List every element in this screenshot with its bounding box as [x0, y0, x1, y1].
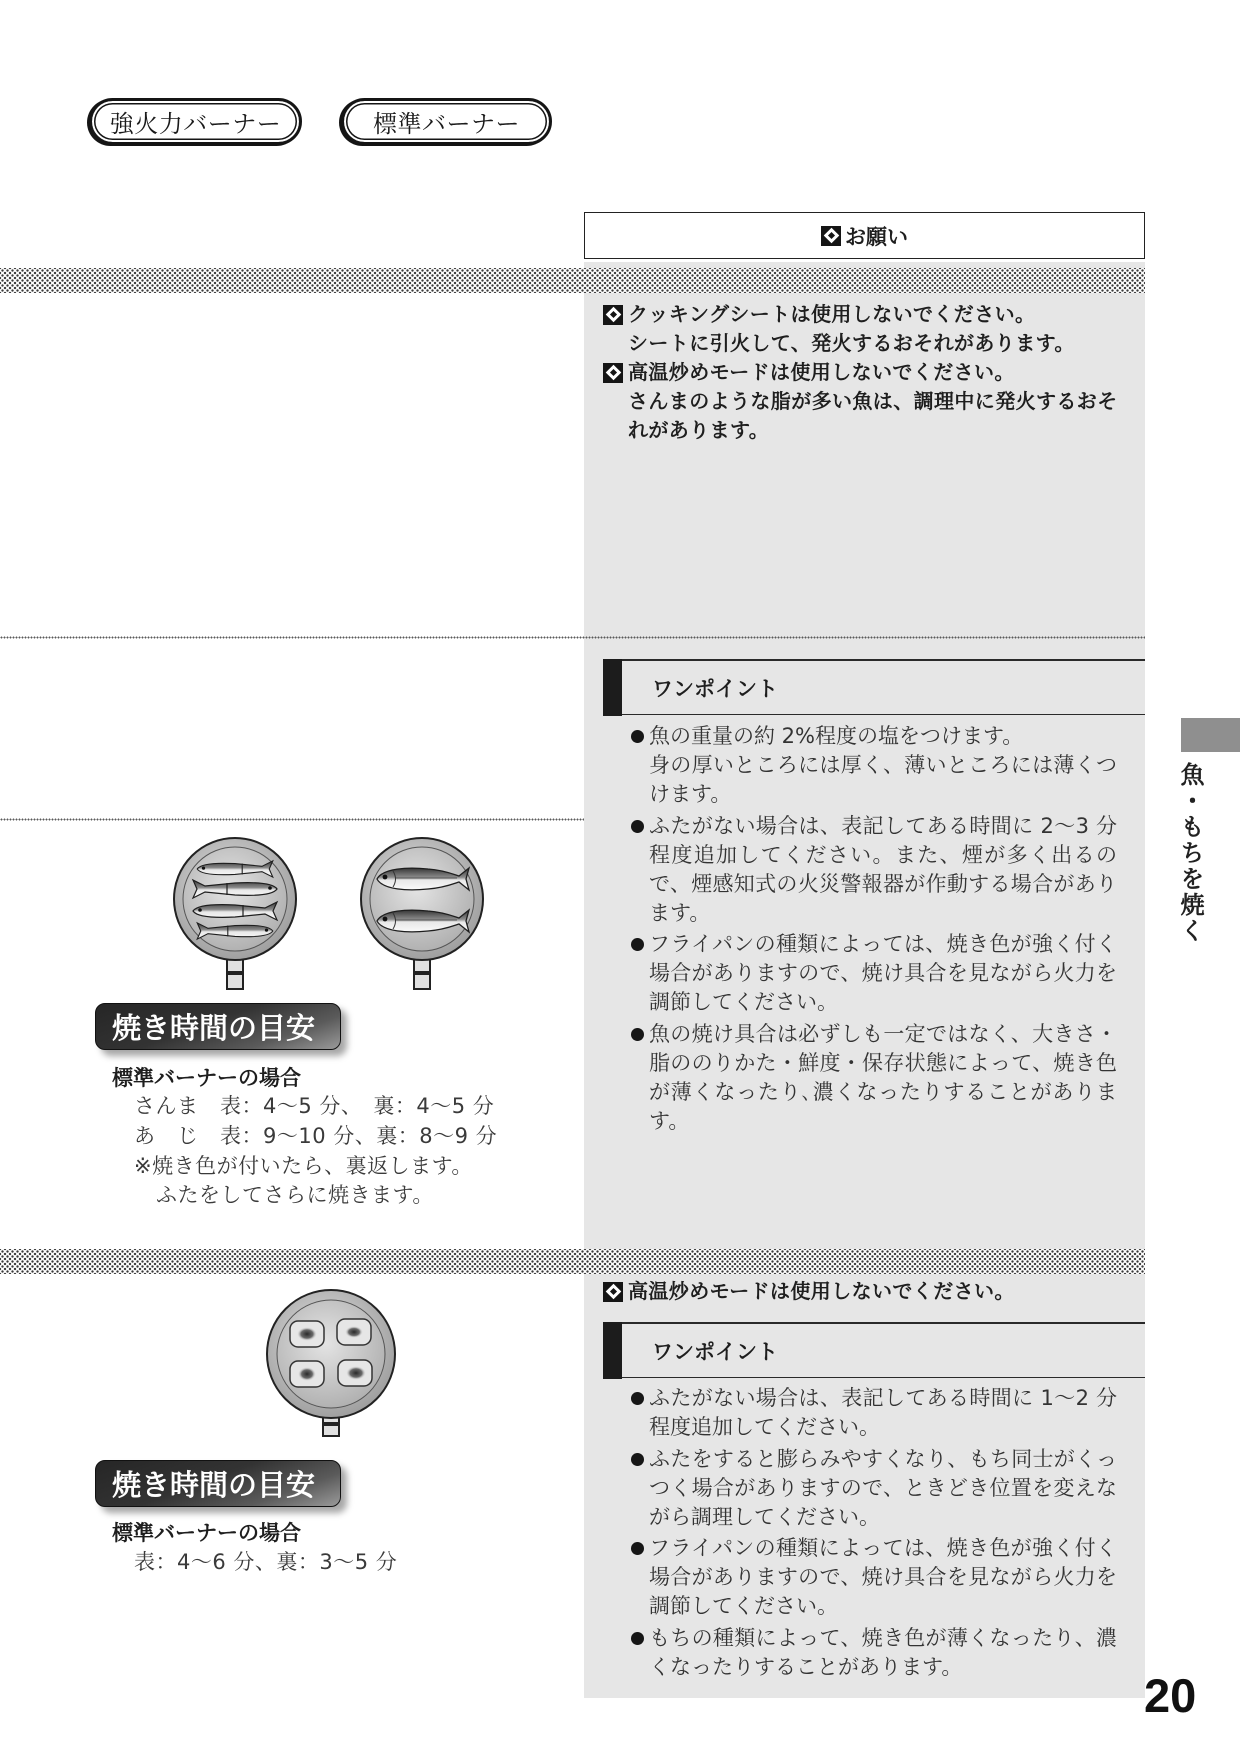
bullet-text	[649, 722, 1117, 809]
bullet-item	[631, 1624, 1121, 1682]
page-number: 20	[1144, 1669, 1197, 1722]
notice-item-detail: シートに引火して、発火するおそれがあります。	[628, 331, 1075, 355]
notice-item-title: 高温炒めモードは使用しないでください。	[628, 1279, 1015, 1303]
notice-item-detail: さんまのような脂が多い魚は、調理中に発火するおそれがあります。	[628, 389, 1118, 442]
pan-handle-band	[414, 971, 430, 975]
bullet-dot-icon	[631, 1392, 644, 1405]
bullet-text: 魚の焼け具合は必ずしも一定ではなく、大きさ・脂ののりかた・鮮度・保存状態によって、焼き色が薄くなったり､濃くなったりすることがあります。	[649, 1021, 1117, 1133]
notice-header	[584, 212, 1145, 259]
burner-tag-label: 標準バーナー	[373, 110, 520, 138]
bullet-text: ふたがない場合は、表記してある時間に 2～3 分程度追加してください。また、煙が多く出るので、煙感知式の火災警報器が作動する場合があります。	[649, 813, 1117, 925]
onepoint-title: ワンポイント	[652, 1339, 778, 1364]
bullet-item	[631, 722, 1121, 809]
burner-condition: 標準バーナーの場合	[112, 1521, 301, 1545]
mochi-onepoint-header	[603, 1322, 1145, 1378]
bullet-dot-icon	[631, 820, 644, 833]
mochi-onepoint-list	[631, 1384, 1121, 1684]
pan-handle-band	[227, 971, 243, 975]
cooking-time-line: さんま 表：4～5 分、 裏：4～5 分	[134, 1094, 495, 1118]
notice-item-title: 高温炒めモードは使用しないでください。	[628, 360, 1015, 384]
section-divider-left	[0, 818, 584, 821]
bullet-item	[631, 930, 1121, 1017]
notice-item	[603, 1277, 1133, 1306]
pan-handle-band	[323, 1422, 339, 1426]
diamond-box-icon	[821, 226, 841, 246]
cooking-time-heading	[95, 1003, 341, 1050]
burner-tag-label: 強火力バーナー	[109, 110, 282, 138]
notice-title: お願い	[845, 224, 908, 249]
aji-pan-icon	[357, 835, 487, 995]
section-divider	[0, 636, 1145, 639]
bullet-text: もちの種類によって、焼き色が薄くなったり、濃くなったりすることがあります。	[649, 1625, 1117, 1679]
pan-surface	[277, 1300, 385, 1408]
notice-item-text	[628, 358, 1120, 445]
bullet-dot-icon	[631, 1542, 644, 1555]
notice-item-text	[628, 300, 1120, 358]
side-tab-label: 魚・もちを焼く	[1176, 762, 1205, 944]
bullet-item	[631, 1445, 1121, 1532]
cooking-time-note: ふたをしてさらに焼きます。	[156, 1183, 434, 1207]
bullet-text: ふたがない場合は、表記してある時間に 1～2 分程度追加してください。	[649, 1386, 1117, 1439]
mochi-piece	[338, 1360, 372, 1386]
notice-item	[603, 358, 1133, 445]
bullet-text: フライパンの種類によっては、焼き色が強く付く場合がありますので、焼け具合を見ながら火力を調節してください。	[649, 932, 1117, 1014]
diamond-box-icon	[603, 363, 623, 383]
halftone-band	[0, 1249, 1145, 1274]
cooking-time-heading-label: 焼き時間の目安	[112, 1011, 316, 1045]
onepoint-title: ワンポイント	[652, 676, 778, 701]
fish-onepoint-list	[631, 722, 1121, 1138]
mochi-pan-icon	[261, 1286, 401, 1456]
bullet-item	[631, 812, 1121, 928]
sanma-pan-icon	[170, 835, 300, 995]
cooking-time-heading-label: 焼き時間の目安	[112, 1468, 316, 1502]
mochi-piece	[337, 1319, 371, 1345]
mochi-piece	[290, 1361, 324, 1387]
cooking-time-line: 表：4～6 分、裏：3～5 分	[134, 1550, 398, 1574]
mochi-piece	[290, 1321, 324, 1347]
cooking-time-note: ※焼き色が付いたら、裏返します。	[134, 1154, 473, 1178]
cooking-time-heading	[95, 1460, 341, 1507]
cooking-time-line: あ じ 表：9～10 分、裏：8～9 分	[134, 1124, 498, 1148]
onepoint-bar	[603, 659, 622, 716]
fish-onepoint-header	[603, 659, 1145, 715]
bullet-text: フライパンの種類によっては、焼き色が強く付く場合がありますので、焼け具合を見ながら火力を調節してください。	[649, 1536, 1117, 1618]
diamond-box-icon	[603, 1282, 623, 1302]
fish-notice-list	[603, 300, 1133, 445]
bullet-item	[631, 1384, 1121, 1442]
notice-item	[603, 300, 1133, 358]
bullet-line: 身の厚いところには厚く、薄いところには薄くつけます。	[649, 753, 1117, 806]
side-tab-marker	[1181, 718, 1240, 752]
burner-condition: 標準バーナーの場合	[112, 1066, 301, 1090]
bullet-text: ふたをすると膨らみやすくなり、もち同士がくっつく場合がありますので、ときどき位置を変えながら調理してください。	[649, 1446, 1117, 1529]
pan-surface	[370, 847, 474, 951]
notice-item-title: クッキングシートは使用しないでください。	[628, 302, 1036, 326]
bullet-dot-icon	[631, 1028, 644, 1041]
diamond-box-icon	[603, 305, 623, 325]
bullet-dot-icon	[631, 1453, 644, 1466]
mochi-notice-list	[603, 1277, 1133, 1306]
bullet-dot-icon	[631, 1632, 644, 1645]
onepoint-bar	[603, 1322, 622, 1379]
bullet-line: 魚の重量の約 2%程度の塩をつけます。	[649, 724, 1024, 748]
bullet-item	[631, 1534, 1121, 1621]
bullet-dot-icon	[631, 938, 644, 951]
burner-tag-high-power	[89, 98, 302, 145]
halftone-band	[0, 268, 1145, 293]
bullet-item	[631, 1020, 1121, 1136]
burner-tag-standard	[341, 98, 552, 145]
bullet-dot-icon	[631, 730, 644, 743]
